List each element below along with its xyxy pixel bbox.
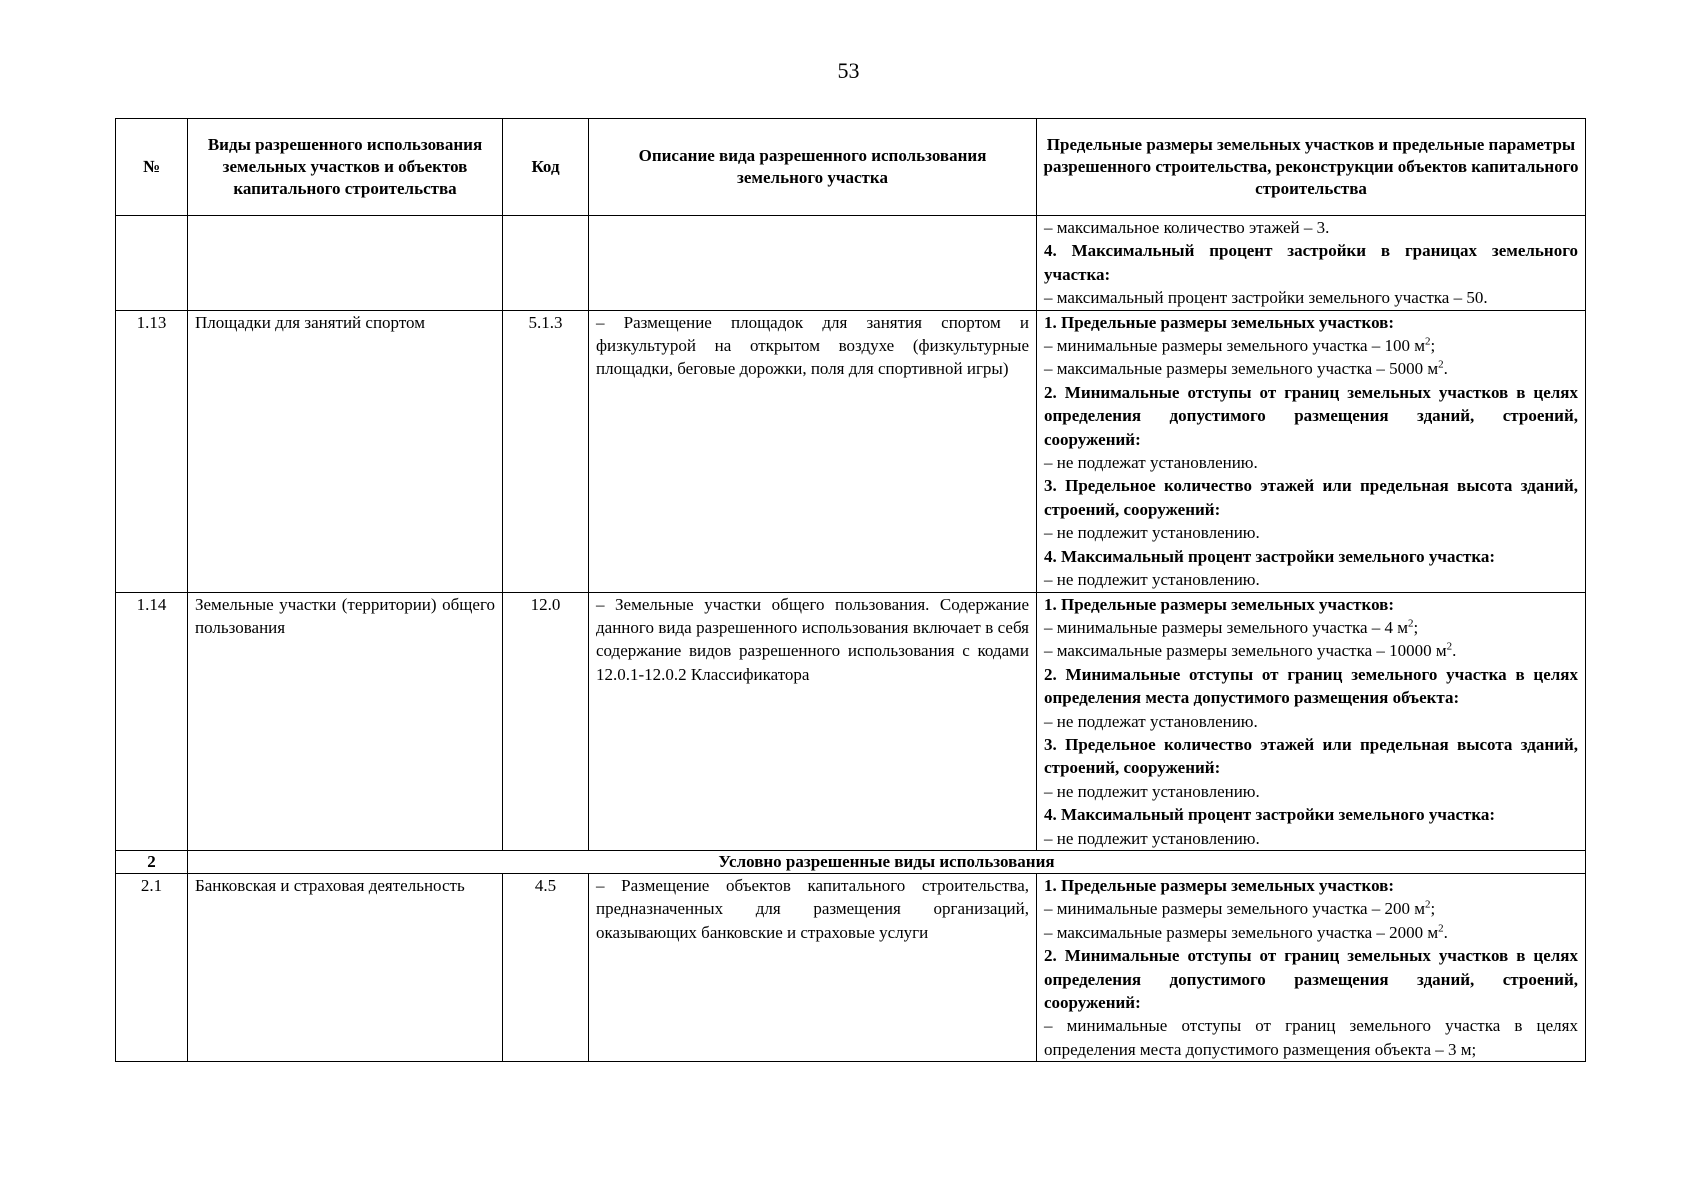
header-number: № [116,119,188,216]
table-header-row [116,119,1586,216]
row-number [116,216,188,311]
row-code: 5.1.3 [503,310,589,592]
table-row [116,592,1586,850]
parameter-value: – не подлежит установлению. [1044,570,1260,590]
parameter-heading: 2. Минимальные отступы от границ земельных участков в целях определения допустимого размещения зданий, строений, сооружений: [1044,946,1578,1012]
parameter-value: – минимальные размеры земельного участка – 100 $м^2$; [1044,335,1436,356]
row-parameters [1037,873,1586,1061]
header-description: Описание вида разрешенного использования земельного участка [589,119,1037,216]
row-use-type: Площадки для занятий спортом [188,310,503,592]
row-number: 2.1 [116,873,188,1061]
table-row [116,216,1586,311]
row-description [589,216,1037,311]
parameter-value: – не подлежит установлению. [1044,828,1260,848]
superscript: 2 [1438,922,1444,935]
superscript: 2 [1438,358,1444,371]
row-parameters [1037,310,1586,592]
parameter-heading: 1. Предельные размеры земельных участков: [1044,312,1395,332]
section-number: 2 [116,850,188,873]
parameter-value: – максимальные размеры земельного участка – 2000 $м^2$. [1044,922,1448,942]
section-title: Условно разрешенные виды использования [188,850,1586,873]
superscript: 2 [1446,640,1453,653]
land-use-table [115,118,1586,1062]
parameter-value: – максимальный процент застройки земельного участка – 50. [1044,288,1488,308]
parameter-value: – минимальные размеры земельного участка – 4 $м^2$; [1044,617,1419,637]
parameter-value: – не подлежат установлению. [1044,453,1258,473]
row-code [503,216,589,311]
header-code: Код [503,119,589,216]
superscript: 2 [1425,335,1431,348]
row-use-type [188,216,503,311]
table-row [116,310,1586,592]
table-row [116,873,1586,1061]
parameter-value: – минимальные размеры земельного участка – 200 $м^2$; [1044,898,1436,919]
parameter-heading: 2. Минимальные отступы от границ земельного участка в целях определения места допустимого размещения объекта: [1044,664,1578,708]
section-row [116,850,1586,873]
row-code: 12.0 [503,592,589,850]
table-body [116,216,1586,1062]
header-limits: Предельные размеры земельных участков и предельные параметры разрешенного строительства, реконструкции объектов капитального строительства [1037,119,1586,216]
row-description: – Размещение площадок для занятия спортом и физкультурой на открытом воздухе (физкультурные площадки, беговые дорожки, поля для спортивной игры) [589,310,1037,592]
row-use-type: Земельные участки (территории) общего пользования [188,592,503,850]
row-number: 1.14 [116,592,188,850]
parameter-value: – максимальное количество этажей – 3. [1044,218,1330,237]
row-description: – Размещение объектов капитального строительства, предназначенных для размещения организаций, оказывающих банковские и страховые услуги [589,873,1037,1061]
header-types: Виды разрешенного использования земельных участков и объектов капитального строительства [188,119,503,216]
parameter-heading: 4. Максимальный процент застройки в границах земельного участка: [1044,241,1578,284]
parameter-value: – не подлежат установлению. [1044,711,1258,731]
page-number: 53 [837,58,860,83]
row-parameters [1037,592,1586,850]
parameter-value: – максимальные размеры земельного участка – 10000 $м^2$. [1044,640,1457,661]
row-number: 1.13 [116,310,188,592]
parameter-heading: 4. Максимальный процент застройки земельного участка: [1044,546,1496,566]
row-code: 4.5 [503,873,589,1061]
row-use-type: Банковская и страховая деятельность [188,873,503,1061]
row-description: – Земельные участки общего пользования. Содержание данного вида разрешенного использования включает в себя содержание видов разрешенного использования с кодами 12.0.1-12.0.2 Классификатора [589,592,1037,850]
superscript: 2 [1425,898,1431,911]
row-parameters [1037,216,1586,311]
parameter-value: – не подлежит установлению. [1044,781,1260,801]
parameter-value: – минимальные отступы от границ земельного участка в целях определения места допустимого размещения объекта – 3 м; [1044,1016,1578,1059]
parameter-value: – не подлежит установлению. [1044,523,1260,543]
parameter-heading: 4. Максимальный процент застройки земельного участка: [1044,805,1496,825]
parameter-heading: 3. Предельное количество этажей или предельная высота зданий, строений, сооружений: [1044,734,1578,778]
parameter-heading: 1. Предельные размеры земельных участков: [1044,594,1395,614]
superscript: 2 [1408,617,1414,630]
parameter-heading: 2. Минимальные отступы от границ земельных участков в целях определения допустимого размещения зданий, строений, сооружений: [1044,382,1578,449]
parameter-heading: 3. Предельное количество этажей или предельная высота зданий, строений, сооружений: [1044,476,1578,519]
parameter-value: – максимальные размеры земельного участка – 5000 $м^2$. [1044,358,1448,379]
parameter-heading: 1. Предельные размеры земельных участков: [1044,875,1395,895]
